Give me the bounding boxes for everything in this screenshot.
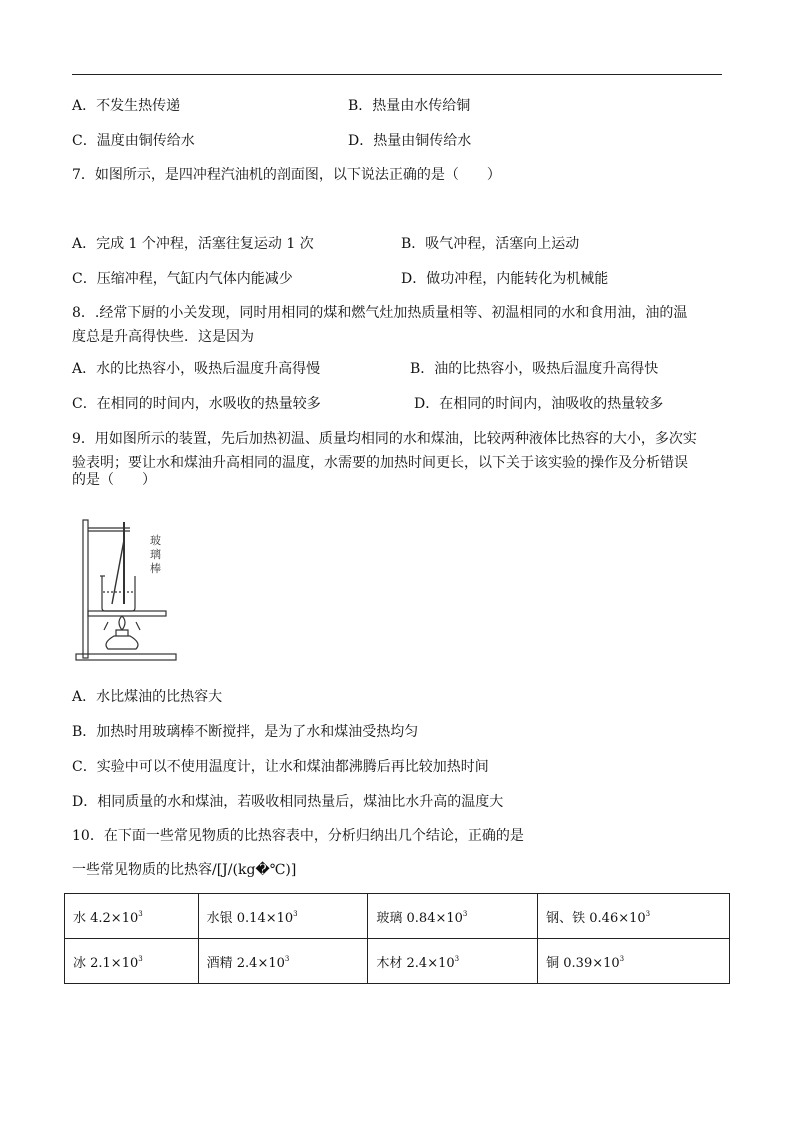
specific-heat-table (64, 893, 730, 984)
q9-option-d: D．相同质量的水和煤油，若吸收相同热量后，煤油比水升高的温度大 (72, 794, 504, 810)
q7-option-c: C．压缩冲程，气缸内气体内能减少 (72, 271, 293, 287)
table-cell: 水银 $0.14\times 10^3$ (198, 894, 368, 939)
stand-rod (83, 520, 88, 658)
q7-option-b: B．吸气冲程，活塞向上运动 (401, 236, 580, 252)
table-cell: 铜 $0.39\times 10^3$ (538, 939, 730, 984)
alcohol-lamp (106, 636, 138, 649)
q7-option-d: D．做功冲程，内能转化为机械能 (401, 271, 609, 287)
wire-gauze (88, 611, 166, 616)
figure-label-char: 棒 (150, 562, 161, 575)
q10-stem: 10．在下面一些常见物质的比热容表中，分析归纳出几个结论，正确的是 (72, 828, 524, 844)
q9-stem-line1: 9．用如图所示的装置，先后加热初温、质量均相同的水和煤油，比较两种液体比热容的大小，多次实 (72, 431, 697, 447)
table-row (65, 939, 730, 984)
q8-option-b: B．油的比热容小，吸热后温度升高得快 (410, 361, 659, 377)
table-cell: 木材 $2.4\times 10^3$ (368, 939, 538, 984)
table-cell: 酒精 $2.4\times 10^3$ (198, 939, 368, 984)
q8-option-d: D．在相同的时间内，油吸收的热量较多 (414, 396, 664, 412)
q9-stem-line3: 的是（ ） (72, 472, 156, 488)
stand-base (76, 654, 176, 660)
heating-apparatus-figure (72, 512, 266, 664)
q8-stem-line1: 8．.经常下厨的小关发现，同时用相同的煤和燃气灶加热质量相等、初温相同的水和食用油，油的温 (72, 305, 688, 321)
flame (119, 616, 125, 630)
figure-label-char: 璃 (150, 548, 161, 561)
table-cell: 水 $4.2\times 10^3$ (65, 894, 199, 939)
table-row (65, 894, 730, 939)
q6-option-c: C．温度由铜传给水 (72, 133, 195, 149)
q9-option-a: A．水比煤油的比热容大 (72, 689, 223, 705)
q9-option-b: B．加热时用玻璃棒不断搅拌，是为了水和煤油受热均匀 (72, 724, 419, 740)
glass-rod (112, 540, 124, 604)
table-cell: 钢、铁 $0.46\times 10^3$ (538, 894, 730, 939)
q7-option-a: A．完成 1 个冲程，活塞往复运动 1 次 (72, 236, 314, 252)
table-caption: 一些常见物质的比热容/[J/(kg�℃)] (72, 862, 297, 878)
q8-option-a: A．水的比热容小，吸热后温度升高得慢 (72, 361, 321, 377)
q9-option-c: C．实验中可以不使用温度计，让水和煤油都沸腾后再比较加热时间 (72, 759, 489, 775)
figure-label-char: 玻 (150, 534, 161, 547)
table-cell: 玻璃 $0.84\times 10^3$ (368, 894, 538, 939)
q7-stem: 7．如图所示，是四冲程汽油机的剖面图，以下说法正确的是（ ） (72, 167, 501, 183)
table-cell: 冰 $2.1\times 10^3$ (65, 939, 199, 984)
q9-stem-line2: 验表明；要让水和煤油升高相同的温度，水需要的加热时间更长，以下关于该实验的操作及分析错误 (72, 455, 688, 471)
beaker (102, 576, 135, 611)
q6-option-a: A．不发生热传递 (72, 98, 181, 114)
q6-option-d: D．热量由铜传给水 (348, 133, 472, 149)
q8-option-c: C．在相同的时间内，水吸收的热量较多 (72, 396, 321, 412)
q6-option-b: B．热量由水传给铜 (348, 98, 471, 114)
q8-stem-line2: 度总是升高得快些．这是因为 (72, 329, 254, 345)
header-rule (72, 74, 722, 75)
